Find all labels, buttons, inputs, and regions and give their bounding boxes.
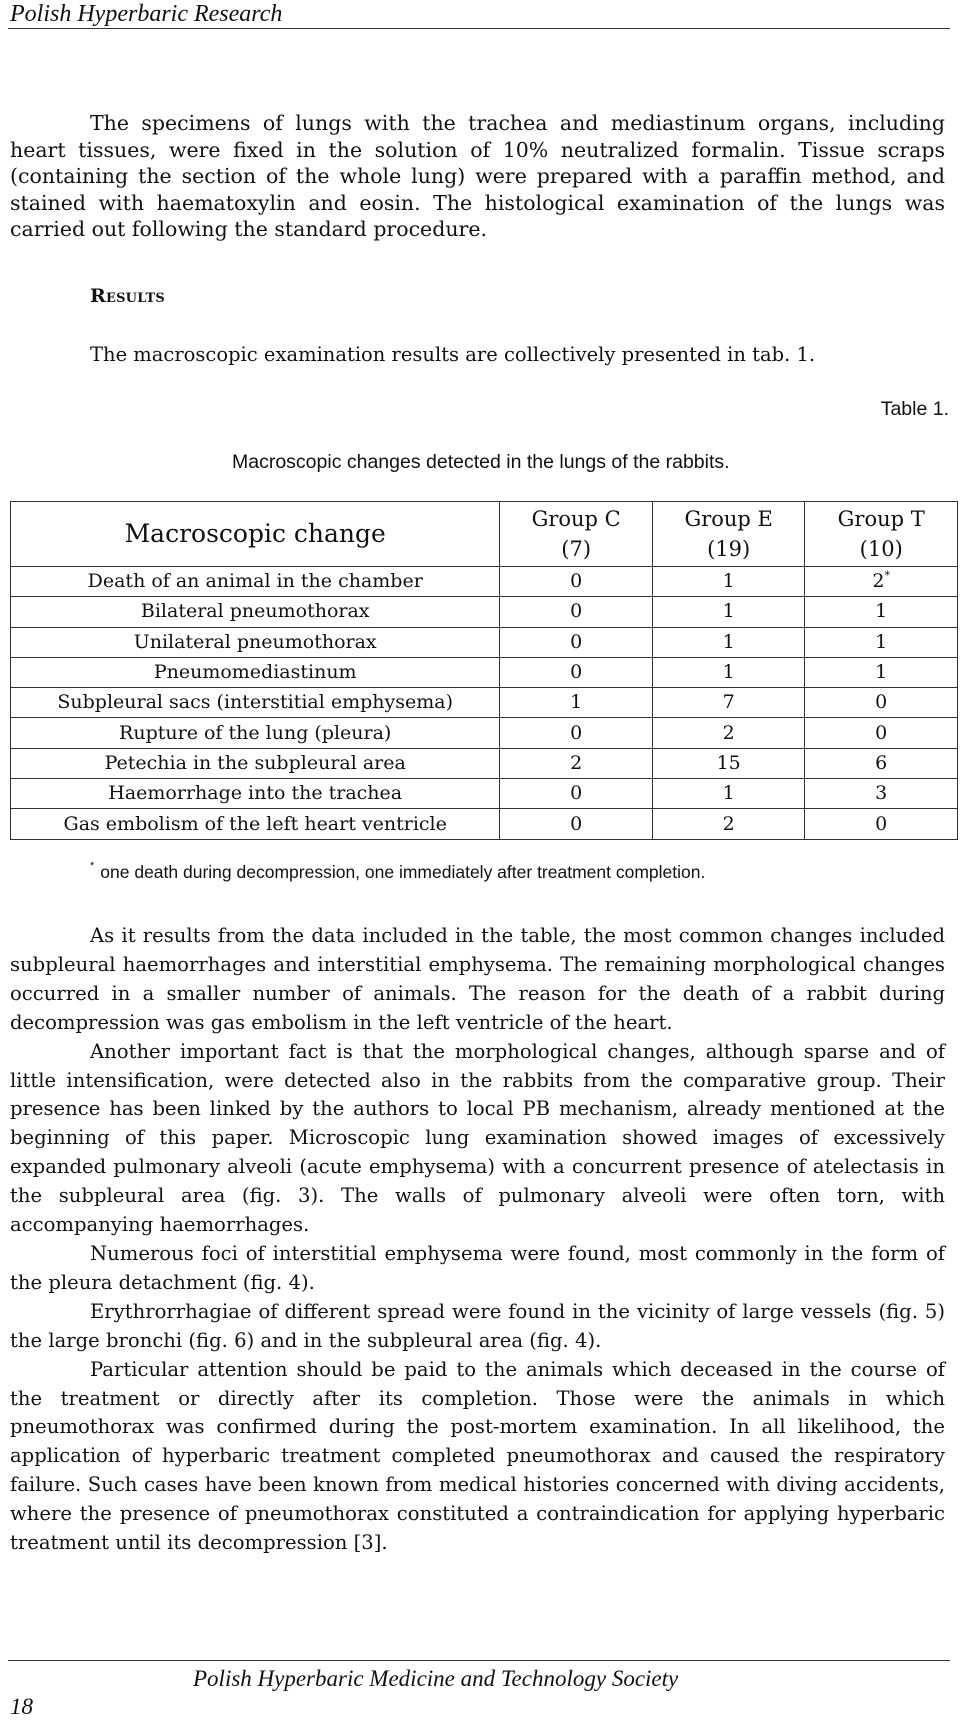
cell-group-c-value: 0 — [570, 721, 583, 744]
cell-group-e — [652, 779, 805, 809]
cell-group-t-value: 0 — [875, 721, 888, 744]
cell-group-c — [500, 597, 653, 627]
table-row — [11, 567, 958, 597]
table-body — [11, 567, 958, 840]
cell-change-value: Rupture of the lung (pleura) — [119, 721, 392, 744]
cell-change — [11, 627, 500, 657]
cell-group-e-value: 15 — [716, 751, 741, 774]
cell-group-e-value: 1 — [722, 630, 735, 653]
cell-group-c — [500, 779, 653, 809]
cell-change — [11, 688, 500, 718]
group-count: (7) — [561, 537, 592, 561]
cell-change — [11, 567, 500, 597]
header-rule — [8, 28, 950, 29]
cell-group-t — [805, 688, 958, 718]
cell-group-e-value: 1 — [722, 570, 735, 593]
body-paragraph: Erythrorrhagiae of different spread were found in the vicinity of large vessels (fig. 5) the large bronchi (fig. 6) and in the subpleural area (fig. 4). — [10, 1299, 945, 1352]
cell-group-t-value: 6 — [875, 751, 888, 774]
footnote-text: one death during decompression, one immediately after treatment completion. — [100, 862, 706, 882]
group-name: Group C — [531, 507, 621, 531]
column-header-group-t — [805, 502, 958, 567]
discussion-text — [10, 922, 945, 1558]
results-intro: The macroscopic examination results are collectively presented in tab. 1. — [90, 343, 816, 366]
cell-group-c-value: 0 — [570, 630, 583, 653]
cell-group-e — [652, 597, 805, 627]
table-footnote — [90, 862, 705, 883]
cell-group-t — [805, 657, 958, 687]
cell-change — [11, 718, 500, 748]
cell-group-e — [652, 657, 805, 687]
cell-group-t — [805, 748, 958, 778]
methods-paragraph: The specimens of lungs with the trachea and mediastinum organs, including heart tissues, were fixed in the solution of 10% neutralized formalin. Tissue scraps (containing the section of the whole lung) were prepared with a paraffin method, and stained with haematoxylin and eosin. The histological examination of the lungs was carried out following the standard procedure. — [10, 111, 945, 241]
column-header-change: Macroscopic change — [11, 502, 500, 567]
cell-group-e — [652, 718, 805, 748]
table-row — [11, 809, 958, 839]
cell-group-e-value: 7 — [722, 691, 735, 714]
cell-group-c — [500, 688, 653, 718]
cell-group-e-value: 2 — [722, 721, 735, 744]
cell-change-value: Unilateral pneumothorax — [133, 630, 377, 653]
footer-rule — [8, 1660, 950, 1661]
body-paragraph: Another important fact is that the morphological changes, although sparse and of little intensification, were detected also in the rabbits from the comparative group. Their presence has been linked by the authors to local PB mechanism, already mentioned at the beginning of this paper. Microscopic lung examination showed images of excessively expanded pulmonary alveoli (acute emphysema) with a concurrent presence of atelectasis in the subpleural area (fig. 3). The walls of pulmonary alveoli were often torn, with accompanying haemorrhages. — [10, 1039, 945, 1237]
table-row — [11, 597, 958, 627]
body-paragraph: Numerous foci of interstitial emphysema were found, most commonly in the form of the pleura detachment (fig. 4). — [10, 1241, 945, 1294]
cell-group-t — [805, 567, 958, 597]
cell-change-value: Pneumomediastinum — [153, 661, 357, 684]
cell-group-e-value: 1 — [722, 782, 735, 805]
group-count: (10) — [859, 537, 903, 561]
table-row — [11, 748, 958, 778]
cell-group-e — [652, 688, 805, 718]
cell-group-c-value: 0 — [570, 782, 583, 805]
cell-group-t — [805, 779, 958, 809]
results-heading: Results — [90, 285, 165, 307]
cell-group-t-value: 1 — [875, 630, 888, 653]
group-name: Group T — [837, 507, 925, 531]
table-caption: Macroscopic changes detected in the lungs of the rabbits. — [232, 451, 730, 473]
cell-group-c — [500, 657, 653, 687]
cell-group-c — [500, 809, 653, 839]
footer-society: Polish Hyperbaric Medicine and Technology Society — [193, 1666, 679, 1691]
cell-change — [11, 597, 500, 627]
cell-group-t-value: 1 — [875, 661, 888, 684]
cell-change — [11, 657, 500, 687]
running-header: Polish Hyperbaric Research — [10, 1, 283, 27]
footnote-mark: * — [90, 860, 95, 872]
cell-group-t — [805, 627, 958, 657]
cell-group-c-value: 2 — [570, 751, 583, 774]
cell-change-value: Petechia in the subpleural area — [104, 751, 406, 774]
cell-group-e — [652, 567, 805, 597]
cell-group-c — [500, 627, 653, 657]
cell-group-e-value: 1 — [722, 600, 735, 623]
group-count: (19) — [707, 537, 751, 561]
footnote-reference-mark: * — [884, 569, 891, 583]
group-name: Group E — [684, 507, 773, 531]
cell-group-t — [805, 809, 958, 839]
cell-group-c-value: 0 — [570, 812, 583, 835]
cell-group-e-value: 2 — [722, 812, 735, 835]
cell-change-value: Death of an animal in the chamber — [87, 570, 423, 593]
cell-group-t — [805, 718, 958, 748]
cell-group-e — [652, 627, 805, 657]
table-row — [11, 627, 958, 657]
macroscopic-changes-table — [10, 501, 958, 840]
cell-change — [11, 779, 500, 809]
cell-group-c-value: 0 — [570, 570, 583, 593]
page-number: 18 — [10, 1694, 33, 1719]
body-paragraph: As it results from the data included in the table, the most common changes included subpleural haemorrhages and interstitial emphysema. The remaining morphological changes occurred in a smaller number of animals. The reason for the death of a rabbit during decompression was gas embolism in the left ventricle of the heart. — [10, 924, 945, 1034]
table-number: Table 1. — [880, 398, 949, 420]
cell-group-t-value: 3 — [875, 782, 888, 805]
body-paragraph: Particular attention should be paid to the animals which deceased in the course of the treatment or directly after its completion. Those were the animals in which pneumothorax was confirmed during the post-mortem examination. In all likelihood, the application of hyperbaric treatment completed pneumothorax and caused the respiratory failure. Such cases have been known from medical histories concerned with diving accidents, where the presence of pneumothorax constituted a contraindication for applying hyperbaric treatment until its decompression [3]. — [10, 1357, 945, 1555]
column-header-group-c — [500, 502, 653, 567]
table-header-row — [11, 502, 958, 567]
cell-change-value: Bilateral pneumothorax — [140, 600, 370, 623]
cell-group-c-value: 0 — [570, 661, 583, 684]
column-header-group-e — [652, 502, 805, 567]
cell-change — [11, 748, 500, 778]
cell-change — [11, 809, 500, 839]
cell-group-t-value: 2 — [872, 570, 885, 593]
table-row — [11, 779, 958, 809]
cell-change-value: Haemorrhage into the trachea — [108, 782, 403, 805]
table-row — [11, 657, 958, 687]
cell-group-t-value: 0 — [875, 691, 888, 714]
cell-group-c — [500, 718, 653, 748]
cell-group-c-value: 1 — [570, 691, 583, 714]
cell-change-value: Gas embolism of the left heart ventricle — [63, 812, 447, 835]
cell-group-t — [805, 597, 958, 627]
cell-group-c — [500, 748, 653, 778]
cell-group-t-value: 1 — [875, 600, 888, 623]
table-row — [11, 718, 958, 748]
table-row — [11, 688, 958, 718]
cell-group-t-value: 0 — [875, 812, 888, 835]
cell-group-e-value: 1 — [722, 661, 735, 684]
cell-group-c-value: 0 — [570, 600, 583, 623]
cell-group-e — [652, 809, 805, 839]
cell-group-e — [652, 748, 805, 778]
cell-group-c — [500, 567, 653, 597]
cell-change-value: Subpleural sacs (interstitial emphysema) — [57, 691, 454, 714]
